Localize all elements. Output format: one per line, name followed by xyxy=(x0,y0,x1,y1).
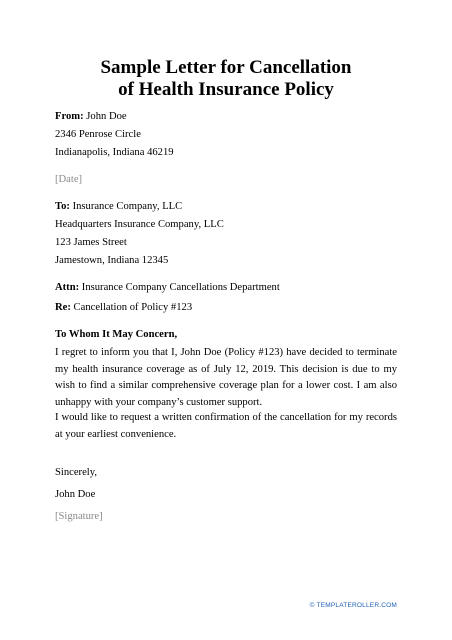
from-name: John Doe xyxy=(86,111,127,122)
to-company: Insurance Company, LLC xyxy=(72,201,183,212)
closing: Sincerely, xyxy=(55,467,97,478)
re-label: Re: xyxy=(55,302,71,313)
re-line xyxy=(55,301,192,314)
to-city: Jamestown, Indiana 12345 xyxy=(55,255,169,266)
to-line xyxy=(55,200,182,213)
body-paragraph-1: I regret to inform you that I, John Doe (Policy #123) have decided to terminate my health insurance coverage as of July 12, 2019. This decision is due to my wish to find a similar comprehensive coverage plan for a lower cost. I am also unhappy with your company’s customer support. xyxy=(55,347,397,408)
footer-brand[interactable] xyxy=(310,602,397,609)
date-placeholder: [Date] xyxy=(55,174,83,185)
to-hq: Headquarters Insurance Company, LLC xyxy=(55,219,224,230)
from-label: From: xyxy=(55,111,84,122)
to-label: To: xyxy=(55,201,70,212)
letter-title-line-2: of Health Insurance Policy xyxy=(118,79,334,100)
letter-title-line-1: Sample Letter for Cancellation xyxy=(100,57,352,78)
from-city: Indianapolis, Indiana 46219 xyxy=(55,147,174,158)
attn-line xyxy=(55,281,280,294)
body-paragraph-2: I would like to request a written confirmation of the cancellation for my records at your earliest convenience. xyxy=(55,412,397,440)
from-street: 2346 Penrose Circle xyxy=(55,129,141,140)
attn-label: Attn: xyxy=(55,282,80,293)
to-street: 123 James Street xyxy=(55,237,127,248)
from-line xyxy=(55,110,127,123)
salutation: To Whom It May Concern, xyxy=(55,329,178,340)
footer-brand-text: TEMPLATEROLLER.COM xyxy=(316,602,397,609)
re-value: Cancellation of Policy #123 xyxy=(73,302,193,313)
attn-value: Insurance Company Cancellations Department xyxy=(81,282,280,293)
signer-name: John Doe xyxy=(55,489,96,500)
copyright-icon: © xyxy=(309,602,315,609)
signature-placeholder: [Signature] xyxy=(55,511,103,522)
